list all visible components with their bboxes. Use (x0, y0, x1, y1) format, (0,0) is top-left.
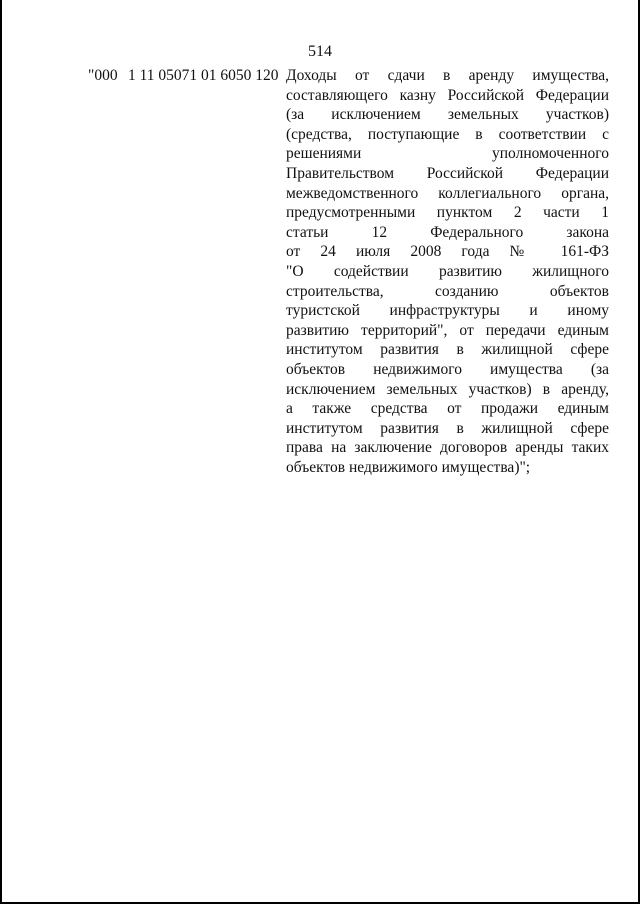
description-line: развитию территорий", от передачи единым (286, 321, 609, 339)
description-line: туристской инфраструктуры и иному (286, 302, 609, 320)
description-line: решениями уполномоченного (286, 145, 609, 163)
description-line: "О содействии развитию жилищного (286, 262, 609, 280)
budget-code-entry (0, 66, 640, 506)
admin-code: "000 (88, 67, 118, 84)
description-line: межведомственного коллегиального органа, (286, 184, 609, 202)
description-line: институтом развития в жилищной сфере (286, 341, 609, 359)
description-line: исключением земельных участков) в аренду, (286, 380, 609, 398)
description-column (286, 66, 609, 477)
description-line: строительства, созданию объектов (286, 282, 609, 300)
description-line: (за исключением земельных участков) (286, 106, 609, 124)
description-line: от 24 июля 2008 года № 161-ФЗ (286, 243, 609, 261)
description-line: (средства, поступающие в соответствии с (286, 125, 609, 143)
kbk-code: 1 11 05071 01 6050 120 (128, 67, 279, 84)
description-line: составляющего казну Российской Федерации (286, 86, 609, 104)
description-line: предусмотренными пунктом 2 части 1 (286, 204, 609, 222)
description-line: статьи 12 Федерального закона (286, 223, 609, 241)
description-line: Доходы от сдачи в аренду имущества, (286, 67, 609, 84)
description-line: а также средства от продажи единым (286, 400, 609, 418)
description-line: права на заключение договоров аренды таких (286, 439, 609, 457)
description-line: Правительством Российской Федерации (286, 164, 609, 182)
page-number: 514 (308, 43, 332, 60)
description-line: объектов недвижимого имущества (за (286, 360, 609, 378)
description-line: объектов недвижимого имущества)"; (286, 458, 531, 476)
code-column (88, 66, 279, 86)
description-line: институтом развития в жилищной сфере (286, 419, 609, 437)
